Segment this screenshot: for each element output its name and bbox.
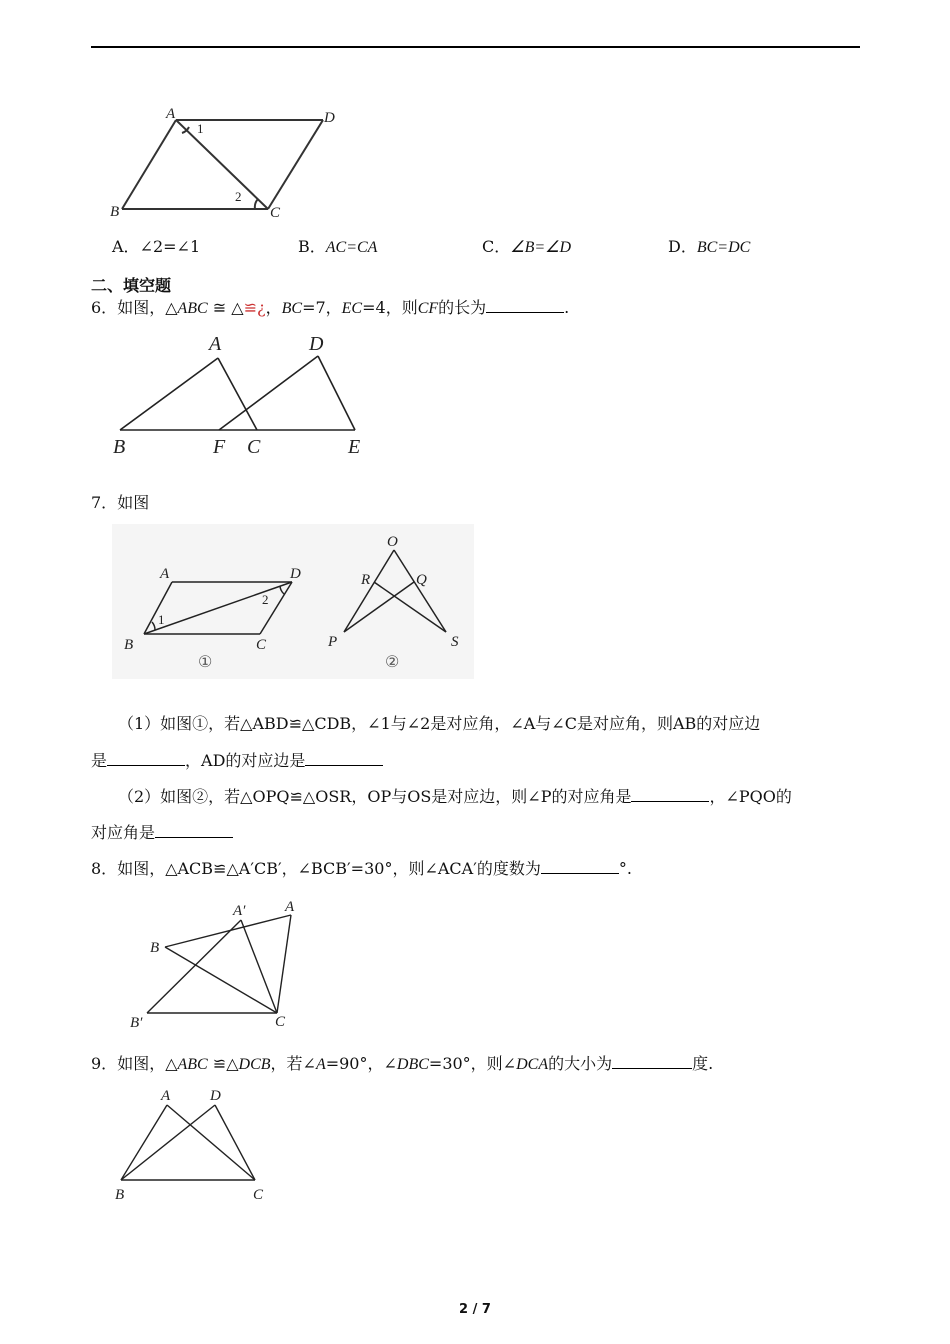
q8-text: 8．如图，△ACB≌△A′CB′，∠BCB′=30°，则∠ACA′的度数为 °. <box>91 859 632 878</box>
q6-text: 6．如图，△ABC ≅ △≌¿，BC=7，EC=4，则CF的长为 . <box>91 298 570 317</box>
q6-label-e: E <box>348 436 361 458</box>
q9-text: 9．如图，△ABC ≌△DCB，若∠A=90°，∠DBC=30°，则∠DCA的大小为 度. <box>91 1054 714 1073</box>
q7f2-label-q: Q <box>416 572 427 588</box>
q5-label-d: D <box>324 110 335 126</box>
q9-label-d: D <box>210 1088 221 1104</box>
q7-part2-blank-1[interactable] <box>631 787 709 802</box>
q7f1-label-d: D <box>290 566 301 582</box>
q6-label-d: D <box>309 333 324 355</box>
q7f2-label-p: P <box>328 634 338 650</box>
q5-label-angle2: 2 <box>235 189 242 204</box>
q7f1-line-bd <box>144 582 292 634</box>
q5-option-a: A．∠2=∠1 <box>112 237 201 256</box>
q8-label-c: C <box>275 1014 286 1030</box>
q6-label-c: C <box>247 436 261 458</box>
section-heading-fill-blank: 二、填空题 <box>91 276 172 295</box>
q6-line-ac <box>218 358 257 430</box>
q9-line-ac <box>167 1105 255 1180</box>
q9-label-a: A <box>161 1088 171 1104</box>
q5-label-angle1: 1 <box>197 121 204 136</box>
q7-part2-blank-2[interactable] <box>155 823 233 838</box>
q6-line-fd <box>219 356 318 430</box>
q6-answer-blank[interactable] <box>486 298 564 313</box>
q8-answer-blank[interactable] <box>541 859 619 874</box>
q5-label-c: C <box>270 205 281 221</box>
q8-label-a: A <box>285 899 295 915</box>
q7-intro: 7．如图 <box>91 493 150 512</box>
q8-figure <box>125 895 315 1035</box>
q6-line-de <box>318 356 355 430</box>
q5-line-ab <box>122 120 176 209</box>
page-number: 2 / 7 <box>459 1302 491 1317</box>
q5-option-b: B．AC=CA <box>298 237 378 256</box>
q9-line-bd <box>121 1105 215 1180</box>
q9-label-c: C <box>253 1187 264 1203</box>
q7f2-line-pq <box>344 582 414 632</box>
q9-answer-blank[interactable] <box>612 1054 692 1069</box>
q8-line-ba <box>165 915 291 947</box>
q7-part1-line1: （1）如图①，若△ABD≌△CDB，∠1与∠2是对应角，∠A与∠C是对应角，则AB的对应边 <box>118 714 761 733</box>
q8-line-ac <box>277 915 291 1013</box>
q6-figure <box>105 330 375 460</box>
q9-line-dc <box>215 1105 255 1180</box>
q7f1-label-angle1: 1 <box>158 612 165 627</box>
q5-angle2-arc <box>255 199 258 209</box>
q5-option-c: C．∠B=∠D <box>482 237 572 256</box>
q7-part1-blank-2[interactable] <box>305 751 383 766</box>
q5-option-d: D．BC=DC <box>668 237 751 256</box>
q7f2-label-s: S <box>451 634 459 650</box>
q7-part1-line2: 是 ，AD的对应边是 <box>91 750 383 772</box>
q7-figure-2 <box>320 530 470 680</box>
q5-line-ac <box>176 120 268 209</box>
q9-line-ba <box>121 1105 167 1180</box>
q7f2-caption: ② <box>385 654 400 671</box>
q6-line-ba <box>120 358 218 430</box>
q5-label-a: A <box>166 106 176 122</box>
q7f1-label-c: C <box>256 637 267 653</box>
q8-line-b-prime-a-prime <box>147 920 241 1013</box>
q9-figure <box>105 1085 285 1205</box>
q7f1-label-b: B <box>124 637 134 653</box>
q7f2-label-o: O <box>387 534 398 550</box>
q7f1-label-angle2: 2 <box>262 592 269 607</box>
header-rule <box>91 46 860 48</box>
q7f1-label-a: A <box>160 566 170 582</box>
q7f2-label-r: R <box>361 572 371 588</box>
q8-label-b: B <box>150 940 160 956</box>
q7-part2-line2: 对应角是 <box>91 822 233 844</box>
q9-label-b: B <box>115 1187 125 1203</box>
q6-label-a: A <box>209 333 222 355</box>
q5-label-b: B <box>110 204 120 220</box>
q8-line-a-prime-c <box>241 920 277 1013</box>
q6-label-f: F <box>213 436 226 458</box>
q6-label-b: B <box>113 436 126 458</box>
q5-figure <box>100 100 360 220</box>
q7f1-angle2-arc <box>280 586 284 594</box>
q8-label-b-prime: B′ <box>130 1015 143 1031</box>
q5-line-dc <box>268 120 323 209</box>
q8-label-a-prime: A′ <box>233 903 246 919</box>
q7-part2-line1: （2）如图②，若△OPQ≌△OSR，OP与OS是对应边，则∠P的对应角是 ，∠PQO的 <box>118 787 792 806</box>
q7f1-caption: ① <box>198 654 213 671</box>
q7f1-angle1-arc <box>152 622 155 630</box>
q7f1-line-dc <box>260 582 292 634</box>
q8-line-bc <box>165 947 277 1013</box>
q7-part1-blank-1[interactable] <box>107 751 185 766</box>
q7-figure-1 <box>112 530 332 680</box>
q7f2-line-sr <box>374 582 446 632</box>
